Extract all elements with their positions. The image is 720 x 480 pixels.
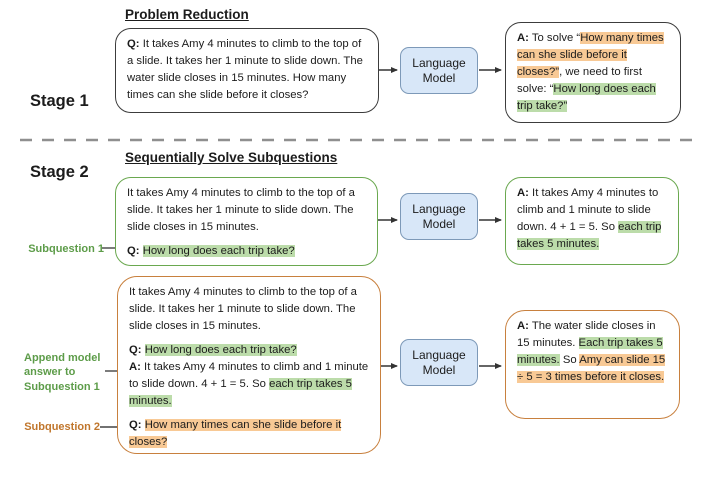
text-run: Q:: [129, 418, 142, 431]
stage2-subquestion1-answer-box: [505, 177, 679, 265]
text-run: It takes Amy 4 minutes to climb to the top of a slide. It takes her 1 minute to slide down. The slide closes in 15 minutes.: [127, 187, 355, 233]
text-run: It takes Amy 4 minutes to climb to the top of a slide. It takes her 1 minute to slide down. The slide closes in 15 minutes.: [129, 286, 357, 332]
highlighted-text-orange: Amy can slide 15 ÷ 5 = 3 times before it closes.: [517, 353, 666, 383]
stage2-subquestion2-prompt-box: [117, 276, 381, 454]
stage2-row1-language-model-box: Language Model: [400, 193, 478, 240]
stage1-label: Stage 1: [30, 92, 89, 110]
stage1-language-model-box: Language Model: [400, 47, 478, 94]
stage2-subquestion1-prompt-box: [115, 177, 378, 266]
text-run: A:: [129, 360, 141, 373]
text-run: Q:: [127, 244, 140, 257]
highlighted-text-green: each trip takes 5 minutes.: [517, 220, 662, 250]
stage2-subquestion2-answer-box: [505, 310, 680, 419]
stage2-label: Stage 2: [30, 163, 89, 181]
text-run: It takes Amy 4 minutes to climb and 1 minute to slide down. 4 + 1 = 5. So: [129, 360, 369, 390]
stage1-heading: Problem Reduction: [125, 7, 249, 22]
text-run: A:: [517, 320, 529, 332]
stage2-heading: Sequentially Solve Subquestions: [125, 150, 338, 165]
append-model-answer-label: Append model answer to Subquestion 1: [24, 352, 101, 393]
highlighted-text-green: How long does each trip take?”: [517, 82, 656, 112]
text-run: Q:: [127, 38, 140, 50]
text-run: A:: [517, 32, 529, 44]
text-run: A:: [517, 187, 529, 199]
text-run: , we need to first solve: “: [517, 65, 642, 95]
stage1-answer-box: [505, 22, 681, 123]
highlighted-text-green: How long does each trip take?: [144, 343, 297, 356]
stage2-row2-language-model-box: Language Model: [400, 339, 478, 386]
text-run: Q:: [129, 343, 142, 356]
text-run: To solve “: [528, 32, 581, 44]
text-run: The water slide closes in 15 minutes.: [517, 320, 656, 349]
text-run: It takes Amy 4 minutes to climb and 1 minute to slide down. 4 + 1 = 5. So: [517, 187, 659, 233]
subquestion1-label: Subquestion 1: [28, 243, 104, 255]
highlighted-text-green: Each trip takes 5 minutes.: [517, 336, 663, 366]
stage1-question-box: [115, 28, 379, 113]
subquestion2-label: Subquestion 2: [24, 421, 100, 433]
text-run: So: [559, 353, 580, 366]
text-run: It takes Amy 4 minutes to climb to the top of a slide. It takes her 1 minute to slide down. The water slide closes in 15 minutes. How many times can she slide before it closes?: [127, 38, 363, 101]
highlighted-text-orange: How many times can she slide before it closes?: [129, 418, 342, 448]
highlighted-text-green: How long does each trip take?: [142, 244, 295, 257]
highlighted-text-orange: How many times can she slide before it closes?”: [517, 32, 664, 78]
highlighted-text-green: each trip takes 5 minutes.: [129, 377, 352, 407]
